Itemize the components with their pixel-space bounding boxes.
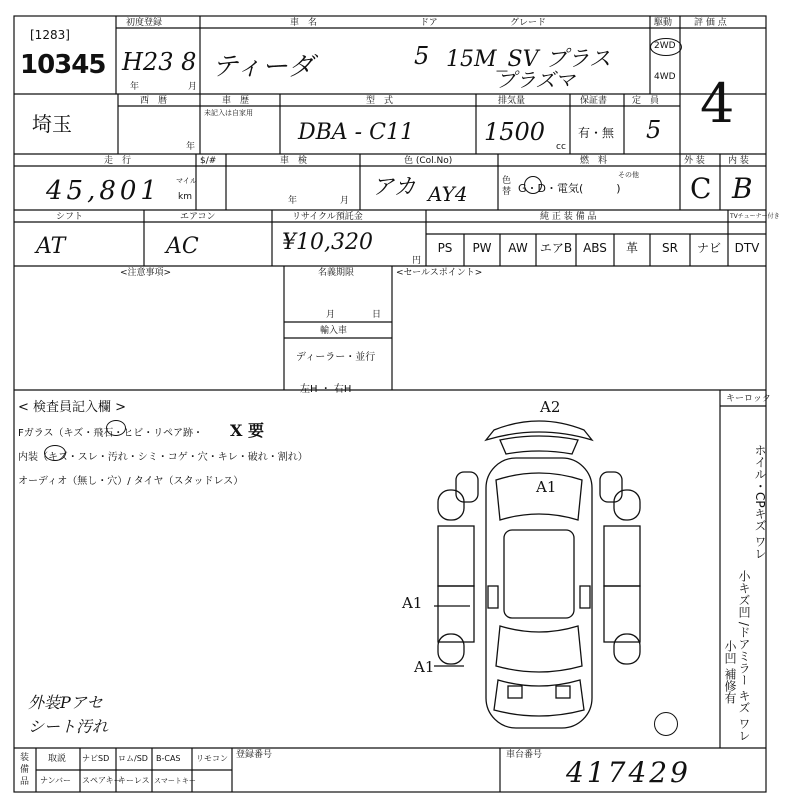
drive-4wd: 4WD bbox=[654, 72, 676, 82]
km-unit: km bbox=[178, 192, 192, 202]
name-change-day: 日 bbox=[372, 310, 382, 320]
color-value: アカ bbox=[372, 175, 416, 200]
grade-value-2: プラズマ bbox=[496, 68, 575, 92]
audio-line: オーディオ（無し・穴）/ タイヤ（スタッドレス） bbox=[18, 476, 244, 487]
first-reg-label: 初度登録 bbox=[126, 18, 163, 28]
grade-label: グレード bbox=[510, 18, 547, 28]
equipment-airbag: エアB bbox=[539, 241, 573, 255]
footer-number: ナンバー bbox=[40, 776, 72, 785]
footer-keyless: キーレス bbox=[118, 776, 150, 785]
row2-year-unit: 年 bbox=[186, 142, 196, 152]
tuner-label: TVチューナー付き bbox=[730, 213, 780, 220]
exterior-label: 外 装 bbox=[684, 156, 705, 166]
interior-value: B bbox=[732, 172, 753, 205]
equipment-navi: ナビ bbox=[696, 241, 721, 255]
aircon-label: エアコン bbox=[180, 212, 216, 222]
inspection-year: 年 bbox=[288, 196, 298, 206]
trip-label: $/# bbox=[200, 156, 217, 166]
cc-unit: cc bbox=[556, 142, 566, 152]
inspection-label: 車 検 bbox=[280, 156, 308, 166]
diagram-mark-a1-hood: A1 bbox=[536, 478, 557, 496]
footer-navi-sd: ナビSD bbox=[82, 754, 110, 763]
legend-column-1: ホイル・CPキズ ワレ bbox=[753, 444, 767, 560]
model-label: 型 式 bbox=[366, 96, 394, 106]
footer-manual: 取説 bbox=[48, 754, 67, 764]
name-change-month: 月 bbox=[326, 310, 336, 320]
equipment-aw: AW bbox=[508, 241, 528, 255]
first-reg-value: H23 8 bbox=[122, 48, 197, 76]
handwritten-note-2: シート汚れ bbox=[28, 717, 109, 736]
footer-equipment-label: 装備品 bbox=[20, 753, 30, 787]
legend-column-2: 小キズ凹 /ドアミラー キズ ワレ bbox=[737, 570, 751, 742]
stamp-circle bbox=[654, 712, 678, 736]
grade-value-1: 15M_SV プラス bbox=[446, 47, 611, 72]
color-change-label: 色替 bbox=[502, 176, 512, 197]
sales-point-label: <セールスポイント> bbox=[396, 268, 483, 278]
import-options: ディーラー・並行 bbox=[296, 352, 376, 363]
glass-line: Fガラス（キズ・飛石・ヒビ・リペア跡・ bbox=[18, 428, 204, 439]
shift-label: シフト bbox=[56, 212, 84, 222]
handwritten-note-1: 外装Pアセ bbox=[28, 693, 103, 712]
history-note: 未記入は自家用 bbox=[204, 109, 253, 117]
model-value: DBA - C11 bbox=[298, 120, 414, 145]
color-label: 色 (Col.No) bbox=[404, 156, 453, 166]
mileage-label: 走 行 bbox=[104, 156, 132, 166]
shift-value: AT bbox=[36, 234, 66, 259]
equipment-pw: PW bbox=[472, 241, 492, 255]
first-reg-month-unit: 月 bbox=[188, 82, 198, 92]
color-code: AY4 bbox=[428, 182, 468, 206]
recycle-value: ¥10,320 bbox=[282, 230, 373, 255]
capacity-label: 定 員 bbox=[632, 96, 660, 106]
displacement-label: 排気量 bbox=[498, 96, 526, 106]
equipment-abs: ABS bbox=[583, 241, 607, 255]
yen-unit: 円 bbox=[412, 256, 422, 266]
footer-spare-key: スペアキー bbox=[82, 776, 122, 785]
glass-mark: X 要 bbox=[230, 421, 264, 440]
displacement-value: 1500 bbox=[484, 118, 546, 146]
inspection-title: < 検査員記入欄 > bbox=[18, 400, 127, 415]
car-diagram bbox=[424, 410, 654, 740]
footer-rom-sd: ロム/SD bbox=[118, 754, 148, 763]
interior-line: 内装（キズ・スレ・汚れ・シミ・コゲ・穴・キレ・破れ・割れ） bbox=[18, 452, 308, 463]
box-number: [1283] bbox=[30, 28, 70, 42]
import-label: 輸入車 bbox=[320, 326, 348, 336]
footer-bcas: B-CAS bbox=[156, 754, 181, 763]
fuel-other-label: その他 bbox=[618, 171, 639, 179]
drive-2wd: 2WD bbox=[654, 41, 676, 51]
car-name-value: ティーダ bbox=[212, 52, 314, 82]
interior-label: 内 装 bbox=[728, 156, 749, 166]
western-label: 西 暦 bbox=[140, 96, 168, 106]
mileage-value: 45,801 bbox=[46, 176, 161, 206]
equipment-leather: 革 bbox=[625, 241, 638, 255]
score-label: 評 価 点 bbox=[694, 18, 727, 28]
name-change-label: 名義期限 bbox=[318, 268, 355, 278]
door-label: ドア bbox=[420, 18, 438, 28]
history-label: 車 歴 bbox=[222, 96, 250, 106]
steering-options: 左H ・ 右H bbox=[300, 384, 352, 395]
caution-label: <注意事項> bbox=[120, 268, 172, 278]
exterior-value: C bbox=[690, 172, 712, 205]
door-value: 5 bbox=[414, 42, 430, 70]
equipment-sr: SR bbox=[662, 241, 678, 255]
drive-label: 駆動 bbox=[654, 18, 673, 28]
mile-unit: マイル bbox=[176, 177, 197, 185]
warranty-label: 保証書 bbox=[580, 96, 608, 106]
first-reg-year-unit: 年 bbox=[130, 82, 140, 92]
fuel-label: 燃 料 bbox=[580, 156, 608, 166]
lot-number: 10345 bbox=[20, 50, 106, 80]
warranty-options: 有・無 bbox=[578, 126, 615, 140]
key-lock-label: キーロック bbox=[726, 394, 771, 404]
region-name: 埼玉 bbox=[32, 112, 72, 136]
equipment-dtv: DTV bbox=[734, 241, 760, 255]
diagram-mark-a1-left-rear: A1 bbox=[414, 658, 435, 676]
fuel-options: G・D・電気( ) bbox=[518, 182, 621, 195]
chassis-value: 417429 bbox=[566, 756, 691, 789]
car-name-label: 車 名 bbox=[290, 18, 318, 28]
diagram-mark-a2: A2 bbox=[540, 398, 561, 416]
recycle-label: リサイクル預託金 bbox=[292, 212, 363, 222]
chassis-label: 車台番号 bbox=[506, 750, 543, 760]
footer-remote: リモコン bbox=[196, 754, 228, 763]
score-value: 4 bbox=[700, 72, 735, 135]
legend-column-3: 小凹 補修有 bbox=[723, 640, 737, 704]
inspection-month: 月 bbox=[340, 196, 350, 206]
equipment-ps: PS bbox=[437, 241, 453, 255]
aircon-value: AC bbox=[166, 234, 199, 259]
capacity-value: 5 bbox=[646, 116, 662, 144]
reg-number-label: 登録番号 bbox=[236, 750, 273, 760]
diagram-mark-a1-left-door: A1 bbox=[402, 594, 423, 612]
footer-smart-key: スマートキー bbox=[154, 777, 196, 785]
equipment-label: 純 正 装 備 品 bbox=[540, 212, 597, 222]
